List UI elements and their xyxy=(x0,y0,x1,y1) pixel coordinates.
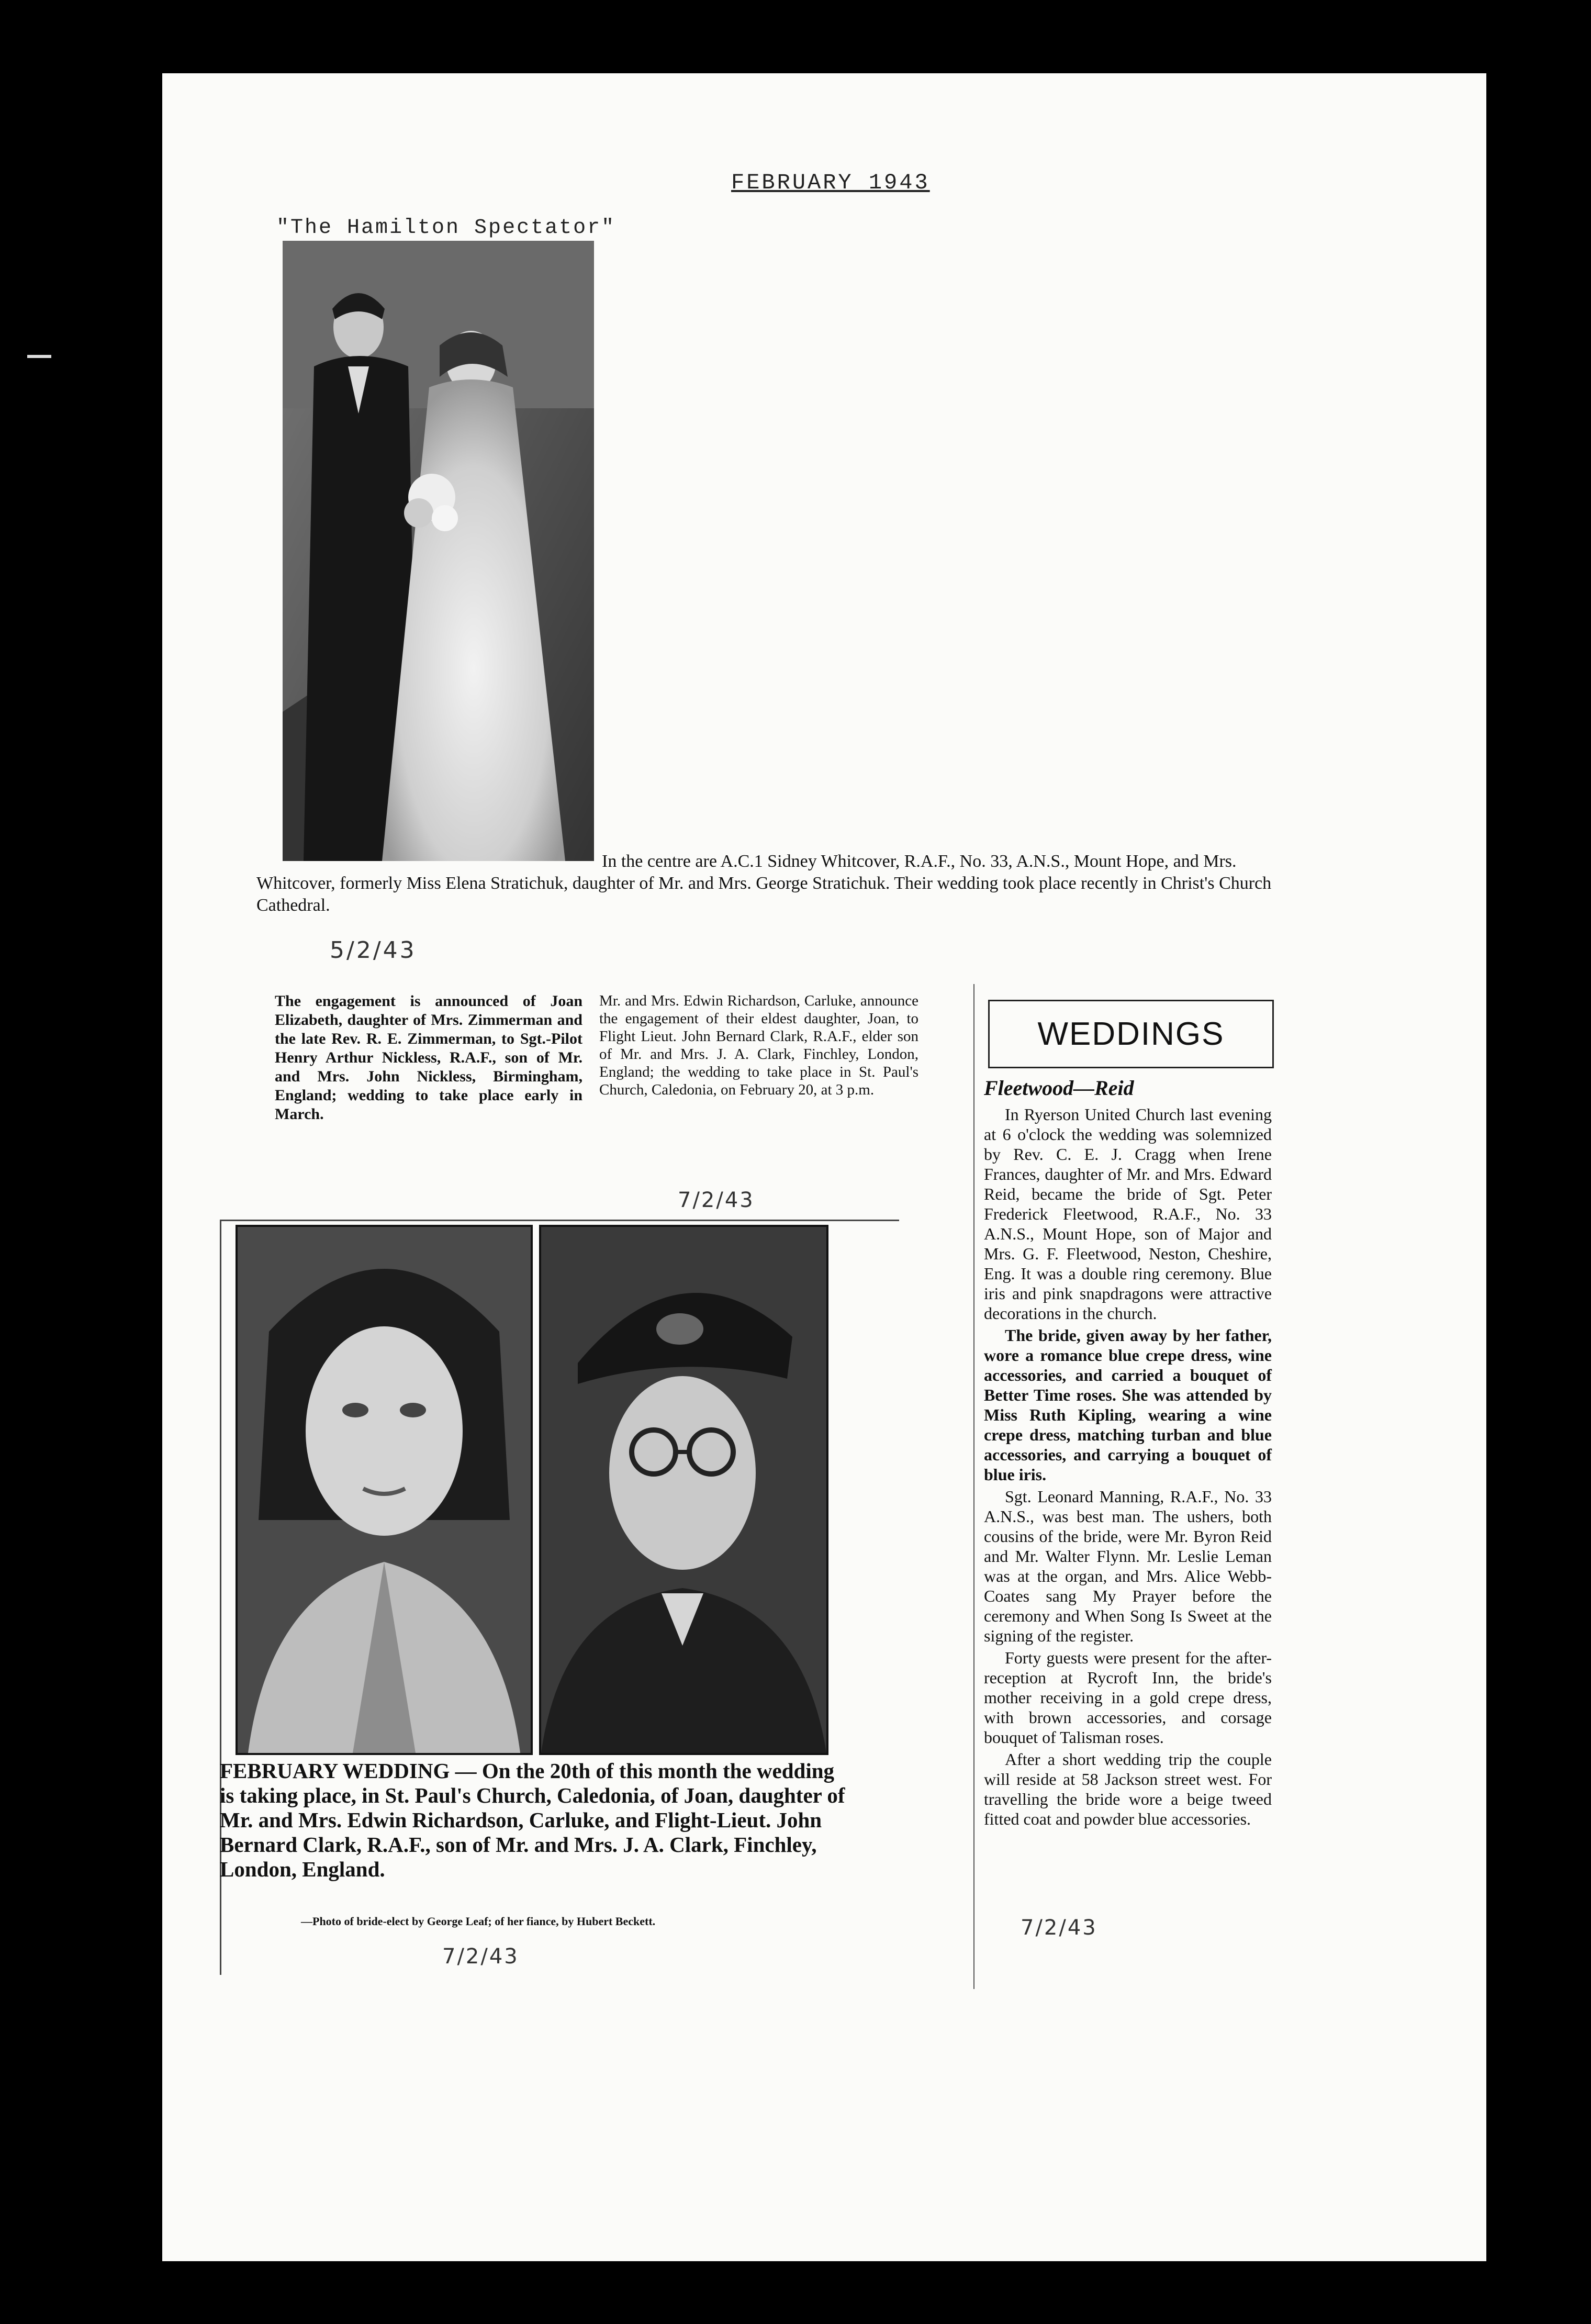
weddings-subheading: Fleetwood—Reid xyxy=(984,1076,1134,1100)
photo-credit: —Photo of bride-elect by George Leaf; of her fiance, by Hubert Beckett. xyxy=(301,1915,656,1928)
margin-mark xyxy=(27,355,51,358)
wedding-couple-photo xyxy=(283,241,594,861)
article-paragraph: Sgt. Leonard Manning, R.A.F., No. 33 A.N.S., was best man. The ushers, both cousins of the bride, were Mr. Byron Reid and Mr. Walter Flynn. Mr. Leslie Leman was at the organ, and Mrs. Alice Webb-Coates sang My Prayer before the ceremony and When Song Is Sweet at the signing of the register. xyxy=(984,1487,1272,1645)
clipping-4-caption-text: FEBRUARY WEDDING — On the 20th of this month the wedding is taking place, in St. Paul's Church, Caledonia, of Joan, daughter of Mr. and Mrs. Edwin Richardson, Carluke, and Flight-Lieut. John Bernard Clark, R.A.F., son of Mr. and Mrs. J. A. Clark, Finchley, London, England. xyxy=(220,1759,845,1881)
article-paragraph: Forty guests were present for the after-reception at Rycroft Inn, the bride's mother receiving in a gold crepe dress, with brown accessories, and corsage bouquet of Talisman roses. xyxy=(984,1648,1272,1747)
article-paragraph: After a short wedding trip the couple will reside at 58 Jackson street west. For travelling the bride wore a beige tweed fitted coat and powder blue accessories. xyxy=(984,1750,1272,1828)
weddings-article-body xyxy=(984,1104,1272,1829)
fiance-portrait xyxy=(539,1225,828,1755)
newspaper-source: "The Hamilton Spectator" xyxy=(276,216,616,240)
clipping-2-engagement-notice: The engagement is announced of Joan Elizabeth, daughter of Mrs. Zimmerman and the late Rev. R. E. Zimmerman, to Sgt.-Pilot Henry Arthur Nickless, R.A.F., son of Mr. and Mrs. John Nickless, Birmingham, England; wedding to take place early in March. xyxy=(275,992,582,1123)
weddings-column-frame xyxy=(973,984,974,1989)
article-paragraph: The bride, given away by her father, wore a romance blue crepe dress, wine accessories, and carried a bouquet of Better Time roses. She was attended by Miss Ruth Kipling, wearing a wine crepe dress, matching turban and blue accessories, and carrying a bouquet of blue iris. xyxy=(984,1326,1272,1484)
bride-elect-portrait xyxy=(236,1225,533,1755)
clipping-4-date: 7/2/43 xyxy=(442,1945,519,1969)
clipping-3-date: 7/2/43 xyxy=(678,1188,755,1212)
clipping-3-engagement-notice: Mr. and Mrs. Edwin Richardson, Carluke, announce the engagement of their eldest daughter, Joan, to Flight Lieut. John Bernard Clark, R.A.F., elder son of Mr. and Mrs. J. A. Clark, Finchley, London, England; the wedding to take place in St. Paul's Church, Caledonia, on February 20, at 3 p.m. xyxy=(599,992,918,1098)
article-paragraph: In Ryerson United Church last evening at 6 o'clock the wedding was solemnized by Rev. C. E. J. Cragg when Irene Frances, daughter of Mr. and Mrs. Edward Reid, became the bride of Sgt. Peter Frederick Fleetwood, R.A.F., No. 33 A.N.S., Mount Hope, son of Major and Mrs. G. F. Fleetwood, Neston, Cheshire, Eng. It was a double ring ceremony. Blue iris and pink snapdragons were attractive decorations in the church. xyxy=(984,1105,1272,1323)
clipping-5-date: 7/2/43 xyxy=(1021,1916,1097,1940)
weddings-heading-box xyxy=(988,1000,1274,1068)
clipping-4-caption xyxy=(220,1759,848,1882)
scrapbook-page xyxy=(162,73,1486,2261)
date-stamp: FEBRUARY 1943 xyxy=(731,170,930,195)
clipping-1-caption: In the centre are A.C.1 Sidney Whitcover, R.A.F., No. 33, A.N.S., Mount Hope, and Mrs. Whitcover, formerly Miss Elena Stratichuk, daughter of Mr. and Mrs. George Stratichuk. Their wedding took place recently in Christ's Church Cathedral. xyxy=(256,852,1272,915)
clipping-1-date: 5/2/43 xyxy=(330,937,417,964)
weddings-heading: WEDDINGS xyxy=(1037,1016,1225,1052)
